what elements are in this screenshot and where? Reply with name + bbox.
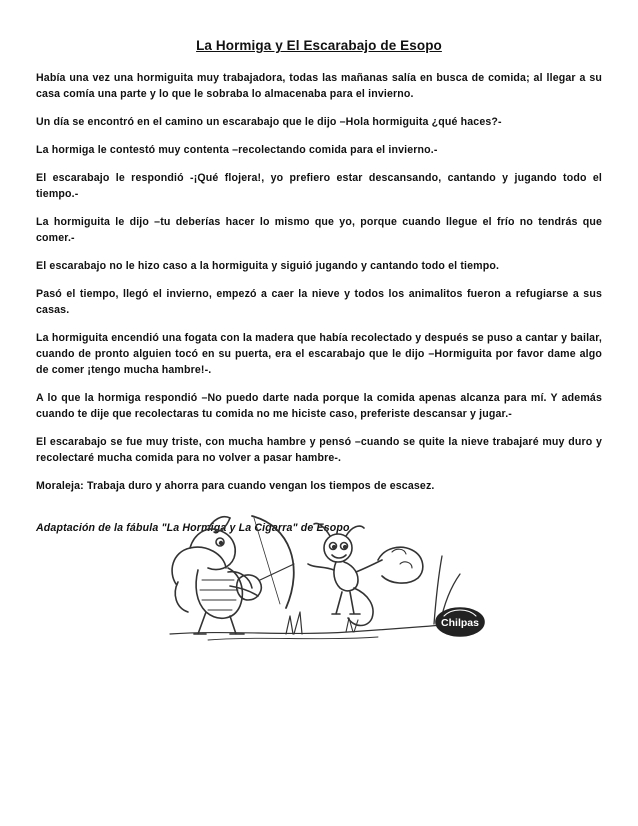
adaptation-credit: Adaptación de la fábula "La Hormiga y La Cigarra" de Esopo bbox=[36, 522, 350, 534]
paragraph-3: La hormiga le contestó muy contenta –recolectando comida para el invierno.- bbox=[36, 144, 438, 156]
paragraph-2: Un día se encontró en el camino un escarabajo que le dijo –Hola hormiguita ¿qué haces?- bbox=[36, 116, 502, 128]
paragraph-9: A lo que la hormiga respondió –No puedo darte nada porque la comida apenas alcanza para mí. Y además cuando te dije que recolectaras tu comida no me hiciste caso, preferiste descansar y jugar.- bbox=[36, 392, 602, 420]
moral-paragraph: Moraleja: Trabaja duro y ahorra para cuando vengan los tiempos de escasez. bbox=[36, 480, 435, 492]
paragraph-6: El escarabajo no le hizo caso a la hormiguita y siguió jugando y cantando todo el tiempo. bbox=[36, 260, 500, 272]
ant-figure bbox=[308, 524, 382, 626]
paragraph-5: La hormiguita le dijo –tu deberías hacer lo mismo que yo, porque cuando llegue el frío no tendrás que comer.- bbox=[36, 216, 602, 244]
document-title: La Hormiga y El Escarabajo de Esopo bbox=[196, 38, 442, 53]
food-bundle-icon bbox=[378, 547, 423, 583]
paragraph-7: Pasó el tiempo, llegó el invierno, empezó a caer la nieve y todos los animalitos fueron a refugiarse a sus casas. bbox=[36, 288, 602, 316]
story-body bbox=[36, 70, 602, 536]
logo-text: Chilpas bbox=[441, 617, 479, 629]
paragraph-10: El escarabajo se fue muy triste, con mucha hambre y pensó –cuando se quite la nieve trabajaré muy duro y recolectaré mucha comida para no volver a pasar hambre-. bbox=[36, 436, 602, 464]
chilpas-logo bbox=[436, 608, 484, 636]
paragraph-8: La hormiguita encendió una fogata con la madera que había recolectado y después se puso a cantar y bailar, cuando de pronto alguien tocó en su puerta, era el escarabajo que le dijo –Hormiguita por favor dame algo de comer ¡tengo mucha hambre!-. bbox=[36, 332, 602, 376]
ground-line bbox=[170, 624, 458, 634]
grass-icon bbox=[286, 612, 302, 634]
paragraph-4: El escarabajo le respondió -¡Qué flojera!, yo prefiero estar descansando, cantando y jugando todo el tiempo.- bbox=[36, 172, 602, 200]
paragraph-1: Había una vez una hormiguita muy trabajadora, todas las mañanas salía en busca de comida; al llegar a su casa comía una parte y lo que le sobraba lo almacenaba para el invierno. bbox=[36, 72, 602, 100]
story-illustration bbox=[168, 508, 488, 643]
